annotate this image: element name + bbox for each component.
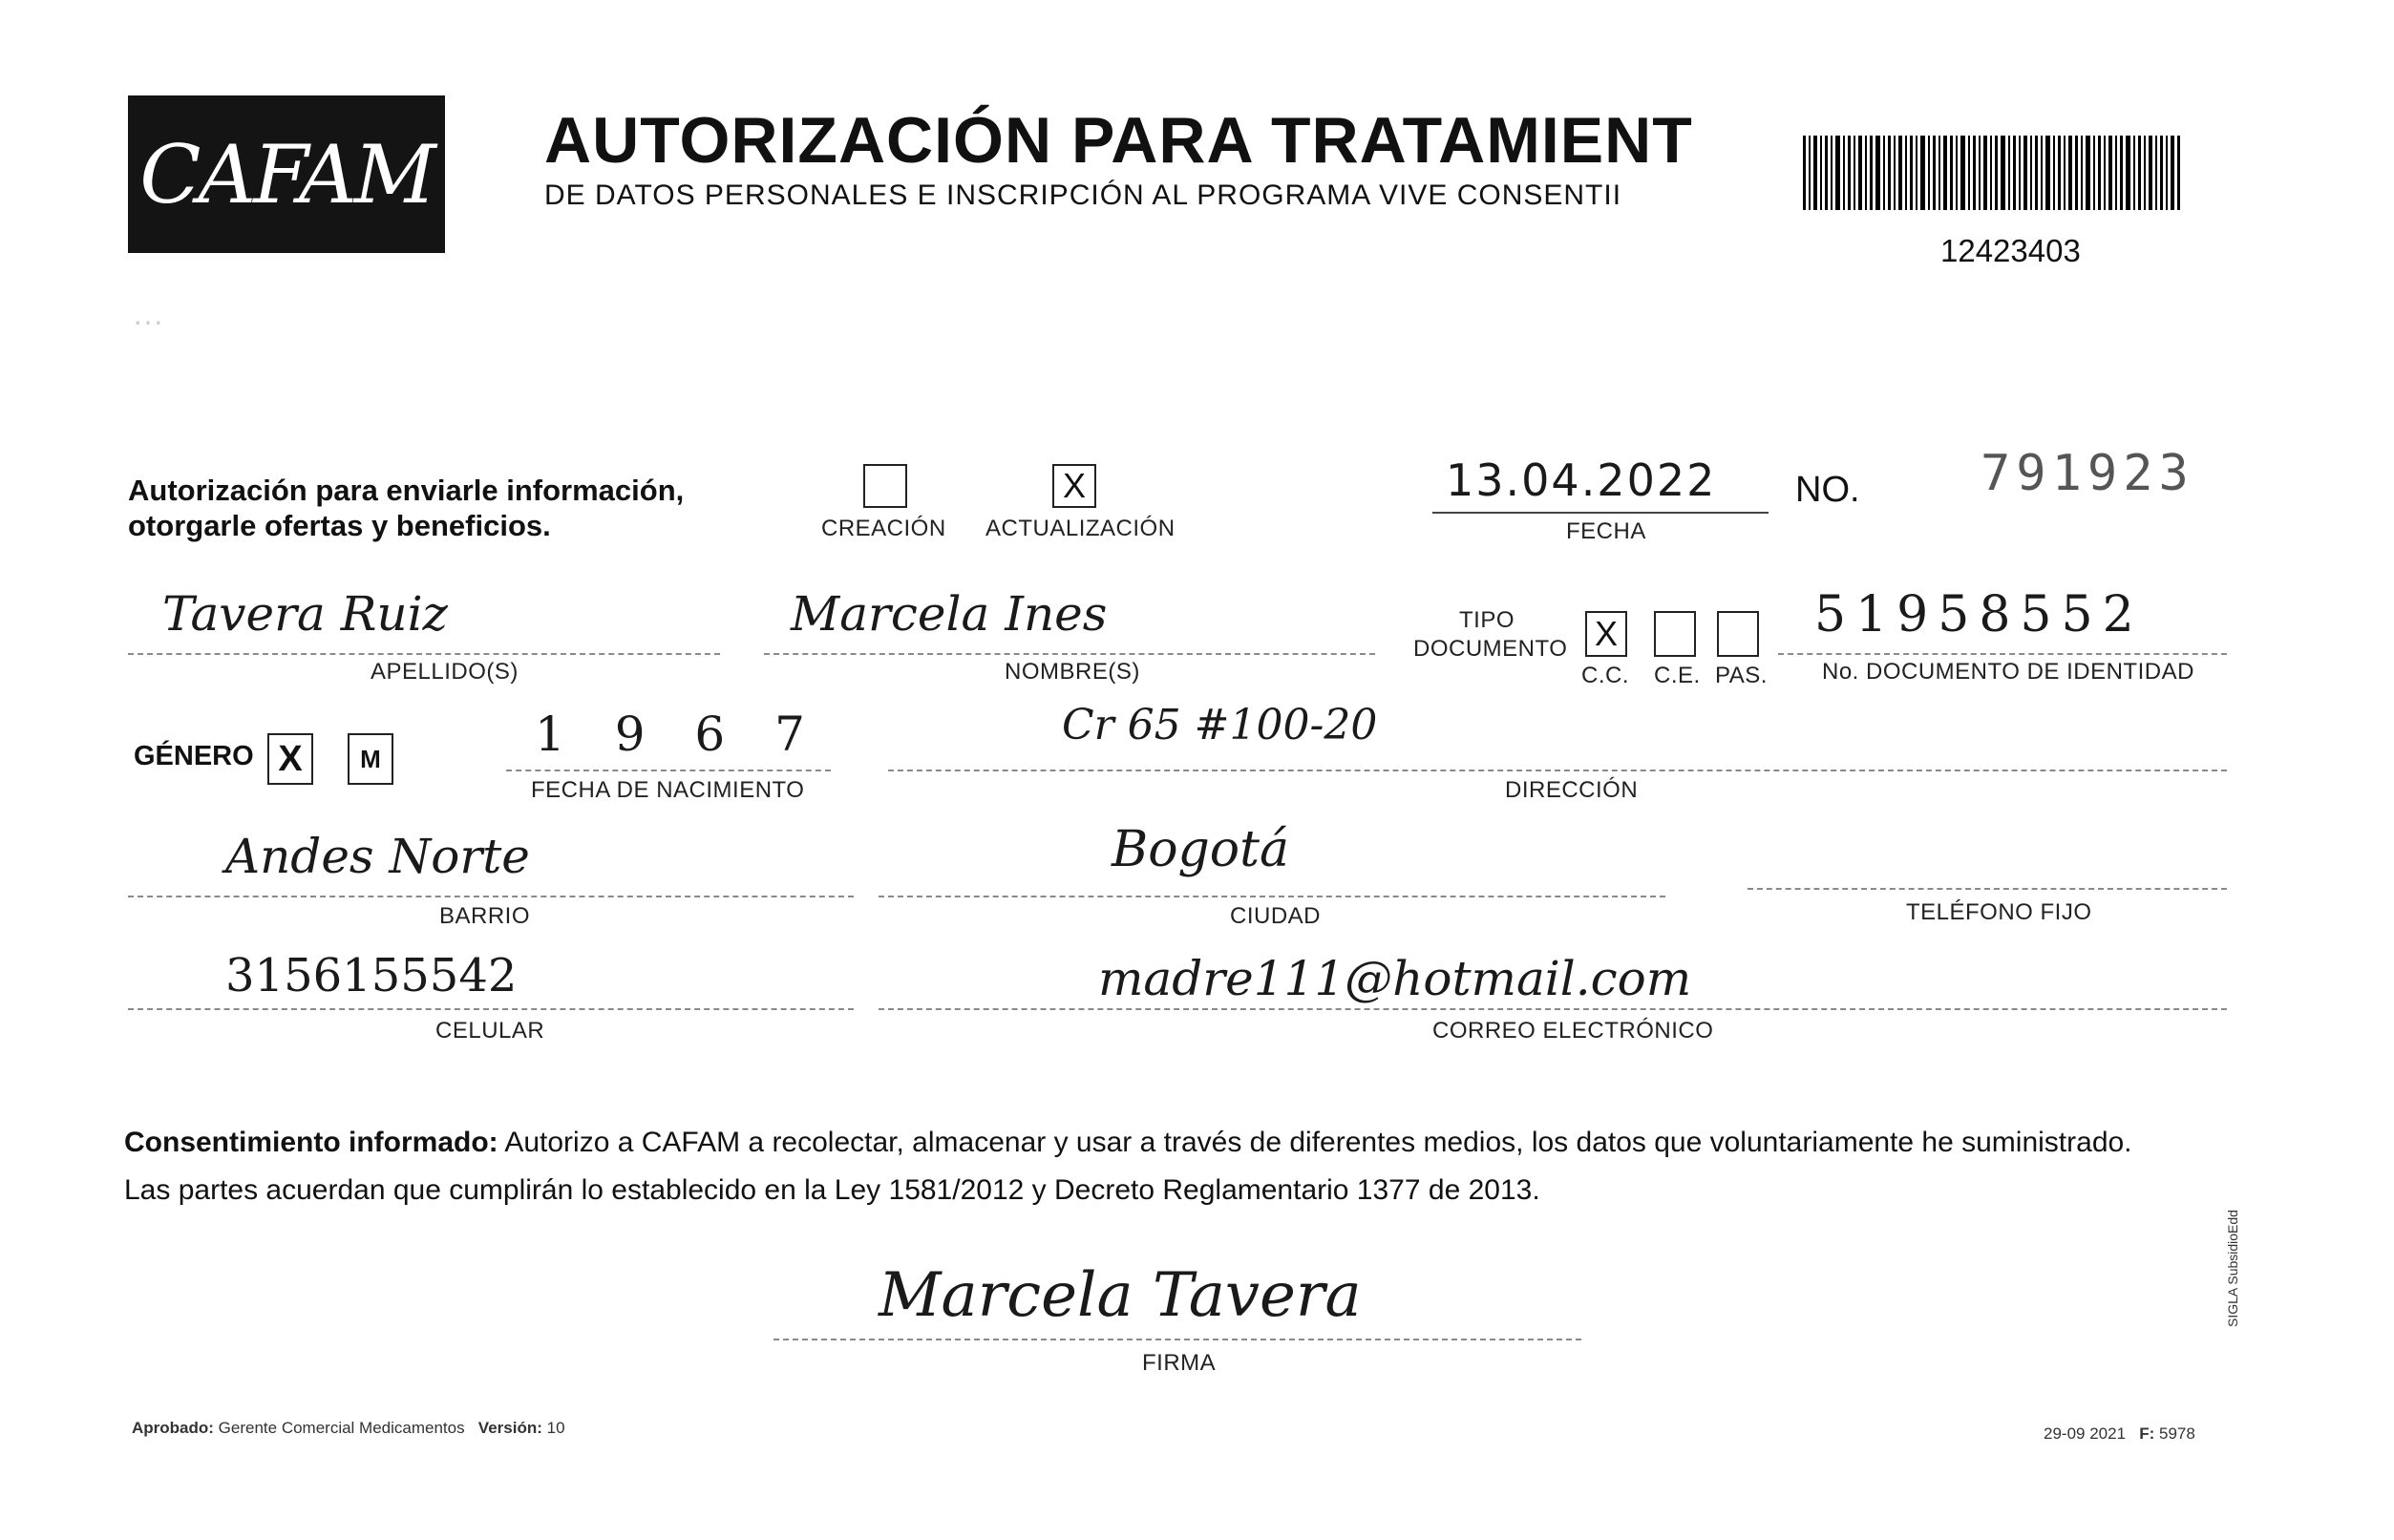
barrio-value[interactable]: Andes Norte xyxy=(225,829,530,884)
form-subtitle: DE DATOS PERSONALES E INSCRIPCIÓN AL PROGRAMA VIVE CONSENTII xyxy=(544,179,1622,211)
genero-m-label: M xyxy=(360,744,381,773)
aprobado-value: Gerente Comercial Medicamentos xyxy=(218,1419,465,1437)
consent-lead: Consentimiento informado: xyxy=(124,1127,498,1158)
ciudad-label: CIUDAD xyxy=(1230,903,1322,929)
barcode-number: 12423403 xyxy=(1940,233,2081,268)
firma-label: FIRMA xyxy=(1142,1350,1217,1376)
intro-line-2: otorgarle ofertas y beneficios. xyxy=(128,509,551,542)
nombres-label: NOMBRE(S) xyxy=(1005,659,1140,685)
tipo-label-1: TIPO xyxy=(1459,607,1515,633)
direccion-label: DIRECCIÓN xyxy=(1505,777,1639,803)
form-title: AUTORIZACIÓN PARA TRATAMIENT xyxy=(544,104,1693,177)
faded-stamp: … xyxy=(132,296,170,332)
pas-label: PAS. xyxy=(1715,663,1768,688)
numero-label: NO. xyxy=(1795,470,1860,510)
creacion-label: CREACIÓN xyxy=(821,516,946,541)
genero-f-mark: X xyxy=(278,738,303,779)
logo-text: CAFAM xyxy=(139,127,434,222)
telefono-label: TELÉFONO FIJO xyxy=(1906,899,2092,925)
barcode-icon xyxy=(1803,136,2180,210)
creacion-checkbox[interactable] xyxy=(863,464,907,508)
correo-label: CORREO ELECTRÓNICO xyxy=(1432,1018,1714,1044)
firma-value[interactable]: Marcela Tavera xyxy=(879,1260,1362,1331)
cc-mark: X xyxy=(1594,614,1618,653)
apellidos-label: APELLIDO(S) xyxy=(371,659,519,685)
ce-checkbox[interactable] xyxy=(1654,611,1696,657)
footer-date: 29-09 2021 xyxy=(2044,1424,2127,1443)
cafam-logo xyxy=(128,95,445,253)
actualizacion-label: ACTUALIZACIÓN xyxy=(985,516,1176,541)
version-value: 10 xyxy=(546,1419,565,1437)
consent-line-1 xyxy=(124,1119,2132,1167)
footer-aprobado xyxy=(132,1419,565,1438)
nombres-value[interactable]: Marcela Ines xyxy=(791,586,1108,642)
celular-label: CELULAR xyxy=(435,1018,545,1044)
consent-line-2: Las partes acuerdan que cumplirán lo establecido en la Ley 1581/2012 y Decreto Reglamentario 1377 de 2013. xyxy=(124,1174,1540,1206)
celular-value[interactable]: 3156155542 xyxy=(225,949,518,1002)
intro-line-1: Autorización para enviarle información, xyxy=(128,474,685,507)
genero-label: GÉNERO xyxy=(134,741,254,771)
code-label: F: xyxy=(2139,1424,2155,1443)
genero-f-checkbox[interactable] xyxy=(267,733,313,785)
footer-code xyxy=(2044,1424,2195,1444)
actualizacion-mark: X xyxy=(1062,466,1086,505)
fecha-label: FECHA xyxy=(1566,518,1646,544)
version-label: Versión: xyxy=(477,1419,542,1437)
cc-checkbox[interactable] xyxy=(1585,611,1627,657)
genero-m-checkbox[interactable] xyxy=(348,733,393,785)
nacimiento-label: FECHA DE NACIMIENTO xyxy=(531,777,805,803)
fecha-value[interactable]: 13.04.2022 xyxy=(1446,454,1717,506)
barrio-label: BARRIO xyxy=(439,903,531,929)
cc-label: C.C. xyxy=(1581,663,1629,688)
correo-value[interactable]: madre111@hotmail.com xyxy=(1098,951,1692,1006)
pas-checkbox[interactable] xyxy=(1717,611,1759,657)
apellidos-value[interactable]: Tavera Ruiz xyxy=(162,586,448,642)
code-value: 5978 xyxy=(2158,1424,2195,1443)
ce-label: C.E. xyxy=(1654,663,1701,688)
numero-value: 791923 xyxy=(1981,445,2194,502)
consent-text-1: Autorizo a CAFAM a recolectar, almacenar y usar a través de diferentes medios, los datos que voluntariamente he suministrado. xyxy=(498,1127,2132,1158)
nacimiento-value[interactable]: 1 9 6 7 xyxy=(535,707,822,762)
tipo-label-2: DOCUMENTO xyxy=(1413,636,1568,662)
documento-value[interactable]: 51958552 xyxy=(1814,586,2144,643)
side-text: SIGLA SubsidioEdd xyxy=(2225,1210,2240,1327)
aprobado-label: Aprobado: xyxy=(132,1419,214,1437)
actualizacion-checkbox[interactable] xyxy=(1052,464,1096,508)
ciudad-value[interactable]: Bogotá xyxy=(1112,821,1290,878)
documento-label: No. DOCUMENTO DE IDENTIDAD xyxy=(1822,659,2194,685)
direccion-value[interactable]: Cr 65 #100-20 xyxy=(1062,701,1378,749)
